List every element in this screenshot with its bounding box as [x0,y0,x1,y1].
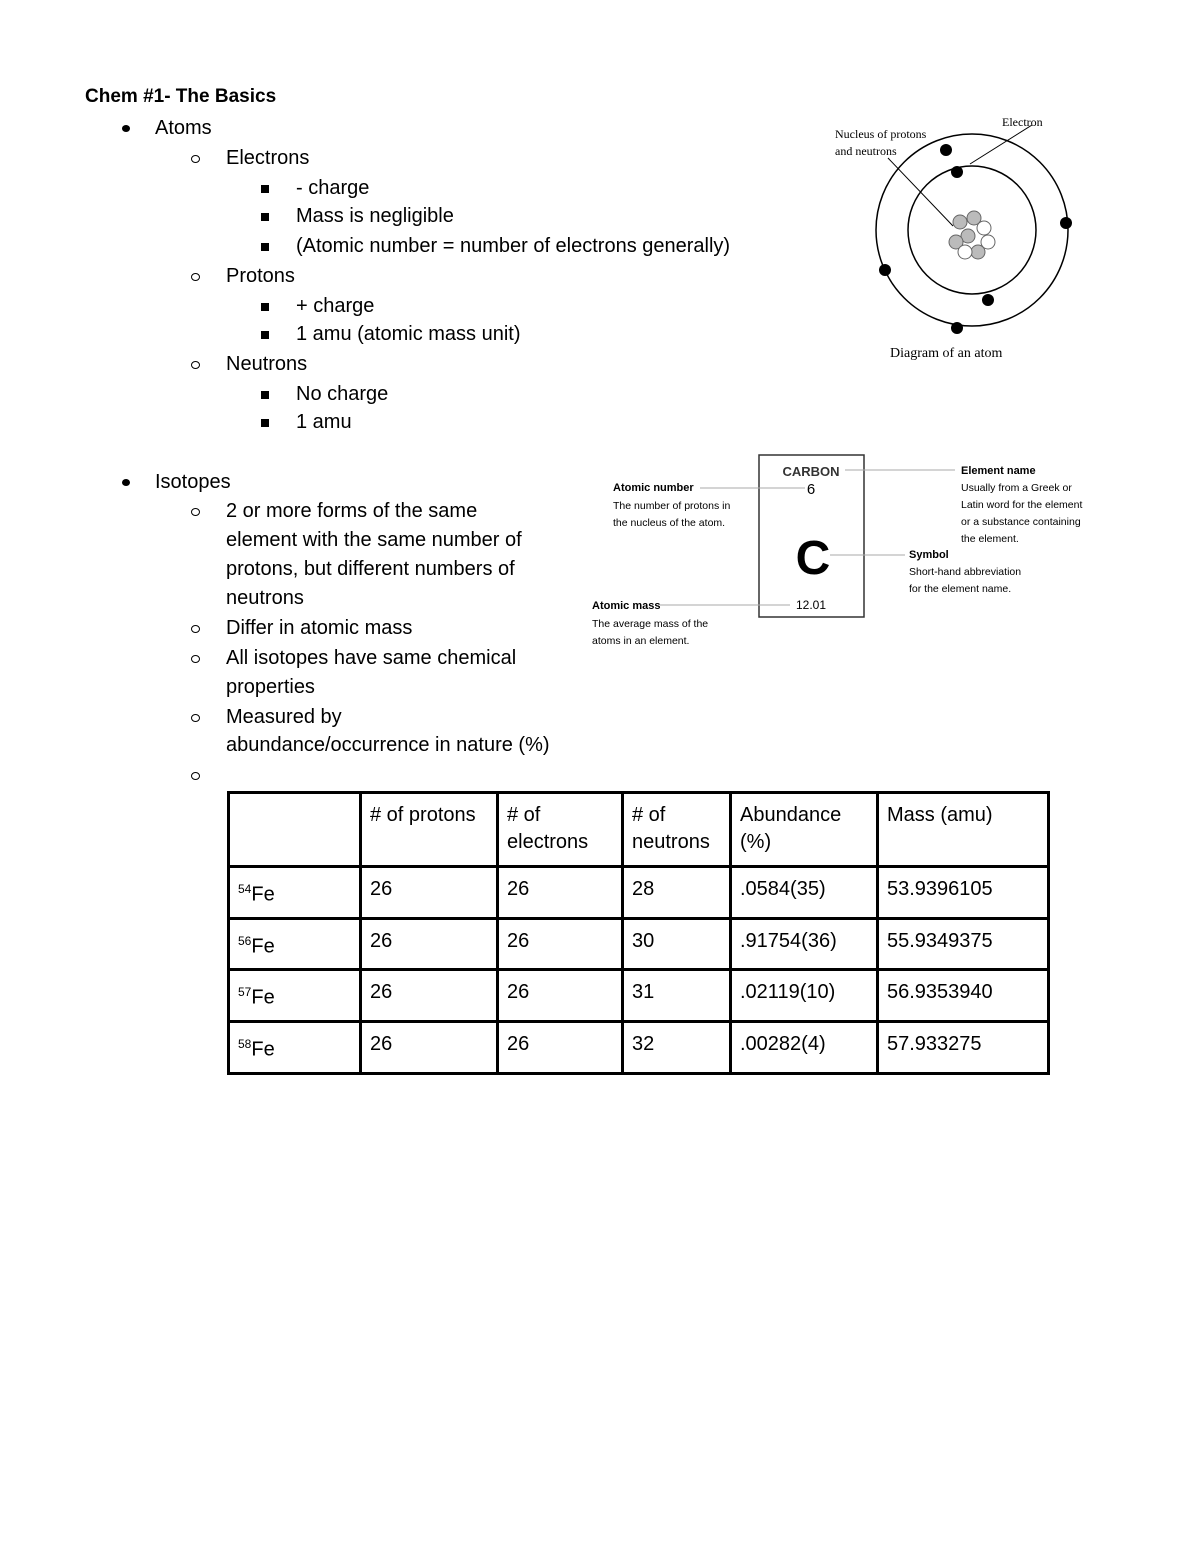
table-cell: 26 [498,867,623,919]
atom-caption: Diagram of an atom [890,346,1003,361]
table-cell: .91754(36) [731,918,878,970]
outline-item: Atoms [155,117,212,139]
iron-isotopes-table [227,791,1050,1075]
isotope-cell [229,867,361,919]
table-cell: 28 [623,867,731,919]
table-row [229,970,1049,1022]
outline-item: Protons [226,265,295,287]
header-cell: # of electrons [498,793,623,867]
bullet-icon [261,213,269,221]
table-cell: 57.933275 [878,1021,1049,1073]
outline-item: No charge [296,383,389,405]
outline-item: 1 amu (atomic mass unit) [296,323,521,345]
table-cell: 26 [498,918,623,970]
header-cell: # of neutrons [623,793,731,867]
desc-line: Short-hand abbreviation [909,566,1022,578]
table-cell: 30 [623,918,731,970]
outline-item: - charge [296,177,370,199]
bullet-icon [191,655,200,663]
outline-item: element with the same number of [226,529,522,551]
bullet-icon [261,391,269,399]
table-cell: .02119(10) [731,970,878,1022]
mass-number: 56 [238,933,252,948]
element-name: CARBON [782,464,840,479]
bullet-icon [261,303,269,311]
mass-number: 57 [238,985,252,1000]
outline-item: Mass is negligible [296,205,454,227]
table-cell: 26 [361,867,498,919]
atom-diagram [820,100,1100,370]
desc-line: Latin word for the element [961,499,1083,511]
isotope-cell [229,1021,361,1073]
bullet-icon [191,273,200,281]
bullet-icon [191,155,200,163]
desc-line: atoms in an element. [592,635,690,647]
bullet-icon [122,125,130,132]
bullet-icon [122,479,130,486]
nucleus-label-2: and neutrons [835,144,897,158]
bullet-icon [261,243,269,251]
header-cell: Abundance (%) [731,793,878,867]
outline-item: Measured by [226,706,342,728]
table-cell: 26 [361,1021,498,1073]
table-cell: 26 [361,970,498,1022]
element-symbol: Fe [251,935,275,958]
desc-line: or a substance containing [961,516,1081,528]
header-cell: # of protons [361,793,498,867]
bullet-icon [191,772,200,780]
nucleus-label: Nucleus of protons [835,127,927,141]
element-symbol: Fe [251,986,275,1009]
desc-line: the element. [961,533,1019,545]
desc-line: the nucleus of the atom. [613,517,726,529]
atomic-number-title: Atomic number [613,482,694,494]
outline-item: (Atomic number = number of electrons generally) [296,235,731,257]
header-cell: Mass (amu) [878,793,1049,867]
element-symbol: Fe [251,1038,275,1061]
carbon-element-diagram [580,450,1090,650]
table-cell: 53.9396105 [878,867,1049,919]
outline-item: 1 amu [296,411,352,433]
atomic-mass-title: Atomic mass [592,600,661,612]
table-header-row [229,793,1049,867]
outline-item: properties [226,676,315,698]
outline-item: Neutrons [226,353,308,375]
mass-number: 54 [238,882,252,896]
outline-item: neutrons [226,587,304,609]
symbol-title: Symbol [909,549,949,561]
outline-item: Differ in atomic mass [226,617,413,639]
desc-line: The average mass of the [592,618,709,630]
table-row [229,867,1049,919]
bullet-icon [261,419,269,427]
bullet-icon [191,361,200,369]
table-row [229,1021,1049,1073]
outline-item: protons, but different numbers of [226,558,515,580]
mass-number: 58 [238,1036,252,1051]
atomic-mass: 12.01 [795,598,827,612]
bullet-icon [191,714,200,722]
bullet-icon [261,331,269,339]
outline-item: 2 or more forms of the same [226,500,478,522]
outline-item: All isotopes have same chemical [226,647,517,669]
desc-line: for the element name. [909,583,1012,595]
element-symbol: C [795,532,831,585]
element-name-title: Element name [961,465,1036,477]
document-title: Chem #1- The Basics [85,86,277,107]
outline-item: Electrons [226,147,310,169]
element-symbol: Fe [251,883,275,906]
table-cell: .0584(35) [731,867,878,919]
outline-item: abundance/occurrence in nature (%) [226,734,550,756]
electron-label: Electron [1002,115,1043,129]
table-cell: 32 [623,1021,731,1073]
bullet-icon [191,625,200,633]
outline-item: Isotopes [155,471,231,493]
bullet-icon [191,508,200,516]
table-cell: 31 [623,970,731,1022]
table-cell: 55.9349375 [878,918,1049,970]
table-cell: 26 [361,918,498,970]
atomic-number: 6 [806,481,816,498]
table-cell: .00282(4) [731,1021,878,1073]
isotope-cell [229,918,361,970]
isotope-cell [229,970,361,1022]
desc-line: Usually from a Greek or [961,482,1072,494]
header-cell [229,793,361,867]
outline-item: + charge [296,295,375,317]
table-row [229,918,1049,970]
table-cell: 26 [498,1021,623,1073]
nucleus-icon [949,211,995,259]
table-cell: 26 [498,970,623,1022]
table-cell: 56.9353940 [878,970,1049,1022]
bullet-icon [261,185,269,193]
desc-line: The number of protons in [613,500,731,512]
